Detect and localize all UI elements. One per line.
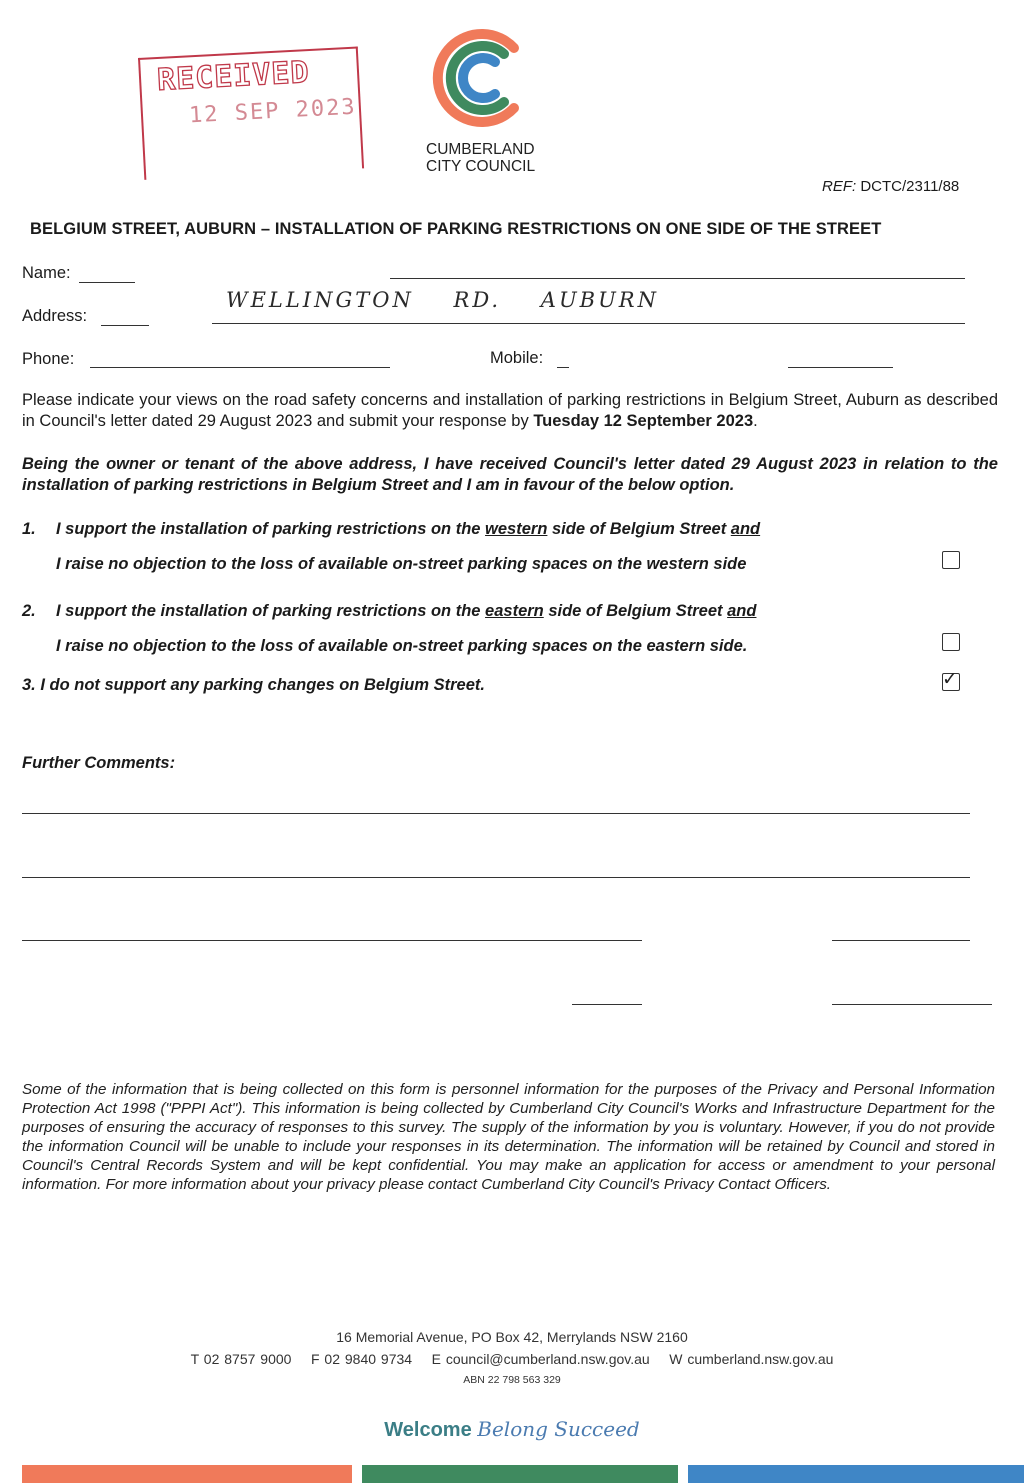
name-label: Name: <box>22 264 71 282</box>
option-1-pre: I support the installation of parking restrictions on the <box>56 520 486 538</box>
option-3-checkbox[interactable] <box>942 669 960 691</box>
option-1-number: 1. <box>22 520 36 538</box>
option-1-post: side of Belgium Street <box>547 520 731 538</box>
option-2-number: 2. <box>22 602 36 620</box>
option-1-line1 <box>56 520 760 539</box>
address-handwritten-value: WELLINGTON RD. AUBURN <box>226 288 659 312</box>
council-name <box>426 141 535 175</box>
further-comments-label: Further Comments: <box>22 754 176 772</box>
mobile-field-line[interactable] <box>557 367 569 368</box>
option-1-checkbox[interactable] <box>942 551 960 569</box>
option-2-and: and <box>727 602 757 620</box>
mobile-field-line-right[interactable] <box>788 367 893 368</box>
option-1-line2: I raise no objection to the loss of available on-street parking spaces on the western side <box>56 555 747 573</box>
option-1-and: and <box>730 520 761 538</box>
footer-address: 16 Memorial Avenue, PO Box 42, Merrylands NSW 2160 <box>336 1329 688 1345</box>
phone-label: Phone: <box>22 350 75 368</box>
comments-line-4-right[interactable] <box>832 1004 992 1005</box>
ref-value: DCTC/2311/88 <box>860 178 960 195</box>
council-logo-icon <box>430 24 530 132</box>
slogan-belong-succeed: Belong Succeed <box>477 1417 640 1441</box>
slogan-welcome: Welcome <box>384 1419 472 1441</box>
phone-field-line[interactable] <box>90 367 390 368</box>
footer-slogan <box>0 1417 1024 1442</box>
option-2-checkbox[interactable] <box>942 633 960 651</box>
name-field-line-right[interactable] <box>390 278 965 279</box>
received-stamp <box>138 46 364 179</box>
option-2-pre: I support the installation of parking restrictions on the <box>56 602 486 620</box>
stamp-title: RECEIVED <box>156 55 311 99</box>
council-name-line1: CUMBERLAND <box>426 141 535 158</box>
option-3-text: 3. I do not support any parking changes on Belgium Street. <box>22 676 485 694</box>
privacy-notice: Some of the information that is being collected on this form is personnel information for the purposes of the Privacy and Personal Information Protection Act 1998 ("PPPI Act"). This information is being collected by Cumberland City Council's Works and Infrastructure Department for the purposes of ensuring the accuracy of responses to this survey. The supply of the information by you is voluntary. However, if you do not provide the information Council will be unable to include your responses in its determination. The information will be retained by Council and stored in Council's Central Records System and will be kept confidential. You may make an application for access or amendment to your personal information. For more information about your privacy please contact Cumberland City Council's Privacy Contact Officers. <box>22 1081 995 1193</box>
stamp-date: 12 SEP 2023 <box>188 94 358 129</box>
council-name-line2: CITY COUNCIL <box>426 158 536 175</box>
comments-line-3[interactable] <box>22 940 642 941</box>
intro-end: . <box>753 412 758 430</box>
footer-bar-blue <box>688 1465 1024 1483</box>
comments-line-4[interactable] <box>572 1004 642 1005</box>
statement-paragraph: Being the owner or tenant of the above address, I have received Council's letter dated 29 August 2023 in relation to the installation of parking restrictions in Belgium Street and I am in favour of the below option. <box>22 455 998 494</box>
ref-label: REF: <box>822 178 857 195</box>
option-2-line1 <box>56 602 756 621</box>
option-2-side: eastern <box>485 602 544 620</box>
option-2-line2: I raise no objection to the loss of available on-street parking spaces on the eastern side. <box>56 637 748 655</box>
footer-bar-green <box>362 1465 678 1483</box>
option-1-side: western <box>485 520 548 538</box>
document-title: BELGIUM STREET, AUBURN – INSTALLATION OF PARKING RESTRICTIONS ON ONE SIDE OF THE STREET <box>30 220 882 238</box>
name-field-line[interactable] <box>79 282 135 283</box>
footer-abn: ABN 22 798 563 329 <box>463 1374 561 1386</box>
intro-text: Please indicate your views on the road safety concerns and installation of parking restrictions in Belgium Street, Auburn as described in Council's letter dated 29 August 2023 and submit your response by <box>22 391 998 430</box>
comments-line-3-right[interactable] <box>832 940 970 941</box>
check-mark-icon: ✓ <box>942 669 958 690</box>
address-field-line-right[interactable] <box>212 323 965 324</box>
mobile-label: Mobile: <box>490 349 544 367</box>
address-label: Address: <box>22 307 88 325</box>
comments-line-1[interactable] <box>22 813 970 814</box>
footer-bar-orange <box>22 1465 352 1483</box>
reference-number <box>822 178 959 195</box>
intro-deadline: Tuesday 12 September 2023 <box>533 412 754 430</box>
option-2-post: side of Belgium Street <box>543 602 728 620</box>
comments-line-2[interactable] <box>22 877 970 878</box>
address-field-line[interactable] <box>101 325 149 326</box>
intro-paragraph <box>22 390 998 432</box>
footer-contact: T 02 8757 9000 F 02 9840 9734 E council@cumberland.nsw.gov.au W cumberland.nsw.gov.au <box>190 1351 834 1367</box>
